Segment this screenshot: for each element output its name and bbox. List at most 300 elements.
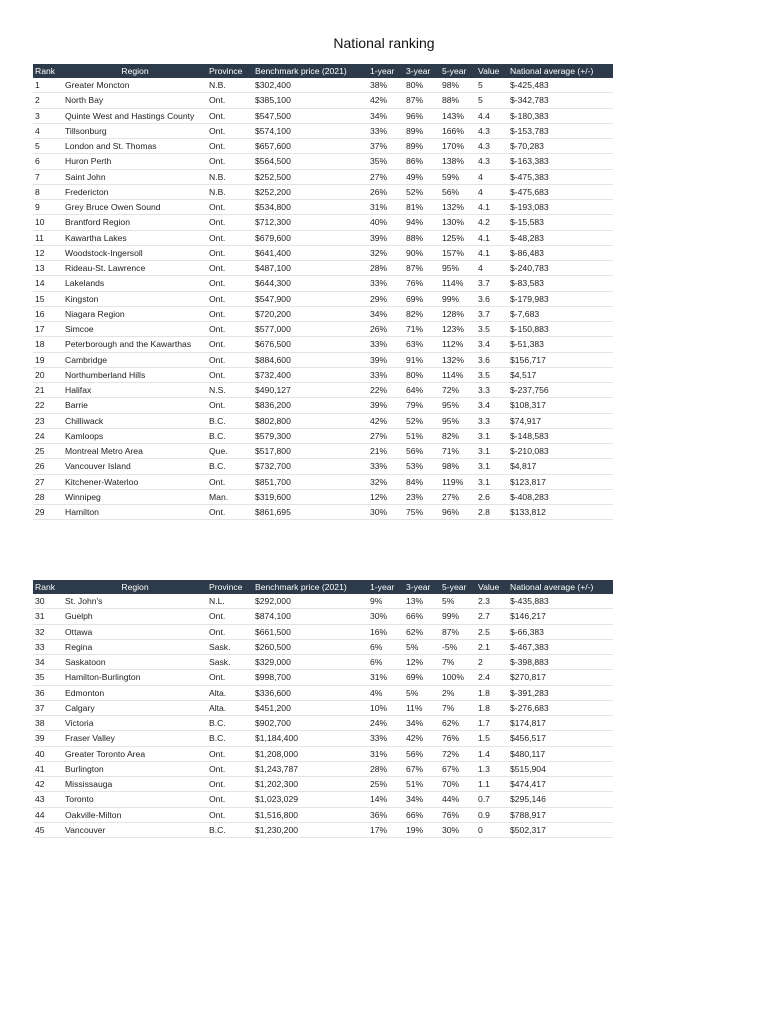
cell-rank: 21	[33, 383, 63, 398]
cell-region: Woodstock-Ingersoll	[63, 245, 207, 260]
cell-region: Fredericton	[63, 184, 207, 199]
cell-rank: 35	[33, 670, 63, 685]
cell-region: Toronto	[63, 792, 207, 807]
cell-value: 2.7	[476, 609, 508, 624]
cell-5-year: 166%	[440, 123, 476, 138]
cell-value: 4	[476, 184, 508, 199]
cell-rank: 9	[33, 200, 63, 215]
cell-rank: 26	[33, 459, 63, 474]
cell-national-average: $-7,683	[508, 306, 613, 321]
cell-rank: 8	[33, 184, 63, 199]
header-1-year: 1-year	[368, 64, 404, 78]
header-value: Value	[476, 580, 508, 594]
table-row	[33, 291, 613, 306]
cell-province: Man.	[207, 489, 253, 504]
cell-rank: 14	[33, 276, 63, 291]
cell-5-year: 72%	[440, 383, 476, 398]
cell-benchmark-price: $260,500	[253, 639, 368, 654]
cell-3-year: 71%	[404, 322, 440, 337]
cell-province: Ont.	[207, 761, 253, 776]
cell-province: N.B.	[207, 78, 253, 93]
cell-5-year: 87%	[440, 624, 476, 639]
cell-3-year: 91%	[404, 352, 440, 367]
cell-5-year: 157%	[440, 245, 476, 260]
cell-national-average: $-70,283	[508, 139, 613, 154]
cell-3-year: 87%	[404, 261, 440, 276]
cell-benchmark-price: $547,900	[253, 291, 368, 306]
table-row	[33, 822, 613, 837]
cell-value: 4	[476, 169, 508, 184]
cell-1-year: 42%	[368, 413, 404, 428]
cell-province: Ont.	[207, 474, 253, 489]
cell-3-year: 86%	[404, 154, 440, 169]
cell-national-average: $-475,683	[508, 184, 613, 199]
cell-5-year: 96%	[440, 505, 476, 520]
cell-3-year: 80%	[404, 367, 440, 382]
cell-benchmark-price: $902,700	[253, 716, 368, 731]
cell-region: Halifax	[63, 383, 207, 398]
cell-value: 3.7	[476, 276, 508, 291]
cell-value: 4.1	[476, 200, 508, 215]
cell-province: Ont.	[207, 276, 253, 291]
cell-region: Fraser Valley	[63, 731, 207, 746]
cell-3-year: 42%	[404, 731, 440, 746]
cell-province: Ont.	[207, 367, 253, 382]
table-row	[33, 276, 613, 291]
cell-region: Calgary	[63, 700, 207, 715]
cell-rank: 37	[33, 700, 63, 715]
header-region: Region	[63, 580, 207, 594]
cell-national-average: $-148,583	[508, 428, 613, 443]
cell-region: London and St. Thomas	[63, 139, 207, 154]
cell-province: Ont.	[207, 777, 253, 792]
cell-region: Burlington	[63, 761, 207, 776]
cell-value: 3.6	[476, 291, 508, 306]
cell-benchmark-price: $676,500	[253, 337, 368, 352]
cell-value: 3.1	[476, 459, 508, 474]
cell-1-year: 26%	[368, 322, 404, 337]
cell-benchmark-price: $319,600	[253, 489, 368, 504]
cell-1-year: 29%	[368, 291, 404, 306]
cell-5-year: 119%	[440, 474, 476, 489]
cell-rank: 34	[33, 655, 63, 670]
table-row	[33, 444, 613, 459]
cell-1-year: 35%	[368, 154, 404, 169]
cell-5-year: 114%	[440, 276, 476, 291]
table-header-row	[33, 580, 613, 594]
cell-value: 2.1	[476, 639, 508, 654]
cell-national-average: $4,517	[508, 367, 613, 382]
table-row	[33, 655, 613, 670]
cell-rank: 4	[33, 123, 63, 138]
cell-benchmark-price: $1,208,000	[253, 746, 368, 761]
table-row	[33, 700, 613, 715]
cell-national-average: $-240,783	[508, 261, 613, 276]
cell-region: Greater Moncton	[63, 78, 207, 93]
cell-region: Quinte West and Hastings County	[63, 108, 207, 123]
cell-rank: 27	[33, 474, 63, 489]
table-row	[33, 139, 613, 154]
table-row	[33, 383, 613, 398]
cell-5-year: 100%	[440, 670, 476, 685]
cell-province: Ont.	[207, 230, 253, 245]
cell-benchmark-price: $657,600	[253, 139, 368, 154]
cell-rank: 19	[33, 352, 63, 367]
cell-province: B.C.	[207, 428, 253, 443]
cell-value: 0.9	[476, 807, 508, 822]
cell-1-year: 10%	[368, 700, 404, 715]
cell-province: Ont.	[207, 261, 253, 276]
cell-1-year: 28%	[368, 761, 404, 776]
cell-region: Niagara Region	[63, 306, 207, 321]
cell-benchmark-price: $579,300	[253, 428, 368, 443]
cell-value: 3.3	[476, 383, 508, 398]
cell-benchmark-price: $252,500	[253, 169, 368, 184]
cell-5-year: 128%	[440, 306, 476, 321]
cell-benchmark-price: $564,500	[253, 154, 368, 169]
cell-value: 3.5	[476, 367, 508, 382]
cell-national-average: $123,817	[508, 474, 613, 489]
cell-5-year: 99%	[440, 291, 476, 306]
cell-province: B.C.	[207, 413, 253, 428]
cell-1-year: 33%	[368, 731, 404, 746]
cell-national-average: $-193,083	[508, 200, 613, 215]
cell-province: Ont.	[207, 200, 253, 215]
cell-5-year: 2%	[440, 685, 476, 700]
cell-3-year: 90%	[404, 245, 440, 260]
cell-national-average: $515,904	[508, 761, 613, 776]
cell-1-year: 32%	[368, 245, 404, 260]
cell-rank: 15	[33, 291, 63, 306]
cell-1-year: 31%	[368, 746, 404, 761]
cell-national-average: $-66,383	[508, 624, 613, 639]
table-row	[33, 261, 613, 276]
cell-province: B.C.	[207, 459, 253, 474]
cell-rank: 24	[33, 428, 63, 443]
header-rank: Rank	[33, 64, 63, 78]
cell-benchmark-price: $1,184,400	[253, 731, 368, 746]
cell-value: 2.6	[476, 489, 508, 504]
cell-province: Sask.	[207, 639, 253, 654]
cell-3-year: 49%	[404, 169, 440, 184]
cell-region: Kitchener-Waterloo	[63, 474, 207, 489]
table-row	[33, 367, 613, 382]
cell-national-average: $-83,583	[508, 276, 613, 291]
cell-5-year: 76%	[440, 807, 476, 822]
cell-benchmark-price: $490,127	[253, 383, 368, 398]
cell-province: Alta.	[207, 700, 253, 715]
cell-3-year: 56%	[404, 746, 440, 761]
cell-rank: 38	[33, 716, 63, 731]
cell-5-year: 72%	[440, 746, 476, 761]
cell-3-year: 94%	[404, 215, 440, 230]
cell-value: 5	[476, 78, 508, 93]
cell-rank: 36	[33, 685, 63, 700]
table-row	[33, 215, 613, 230]
cell-region: Hamilton-Burlington	[63, 670, 207, 685]
cell-value: 4.1	[476, 245, 508, 260]
table-row	[33, 594, 613, 609]
cell-1-year: 39%	[368, 230, 404, 245]
cell-3-year: 11%	[404, 700, 440, 715]
cell-national-average: $-408,283	[508, 489, 613, 504]
cell-3-year: 64%	[404, 383, 440, 398]
cell-benchmark-price: $732,400	[253, 367, 368, 382]
cell-region: Greater Toronto Area	[63, 746, 207, 761]
cell-5-year: 98%	[440, 459, 476, 474]
cell-5-year: 114%	[440, 367, 476, 382]
cell-rank: 13	[33, 261, 63, 276]
cell-national-average: $-51,383	[508, 337, 613, 352]
cell-province: Ont.	[207, 322, 253, 337]
cell-5-year: 95%	[440, 261, 476, 276]
cell-1-year: 25%	[368, 777, 404, 792]
header-5-year: 5-year	[440, 580, 476, 594]
table-row	[33, 489, 613, 504]
cell-3-year: 13%	[404, 594, 440, 609]
cell-benchmark-price: $712,300	[253, 215, 368, 230]
cell-rank: 30	[33, 594, 63, 609]
cell-3-year: 88%	[404, 230, 440, 245]
cell-3-year: 84%	[404, 474, 440, 489]
cell-national-average: $-86,483	[508, 245, 613, 260]
cell-5-year: 99%	[440, 609, 476, 624]
cell-benchmark-price: $534,800	[253, 200, 368, 215]
cell-value: 3.4	[476, 398, 508, 413]
cell-1-year: 27%	[368, 428, 404, 443]
cell-rank: 25	[33, 444, 63, 459]
cell-region: Mississauga	[63, 777, 207, 792]
cell-national-average: $-179,983	[508, 291, 613, 306]
cell-value: 4.1	[476, 230, 508, 245]
cell-region: Kamloops	[63, 428, 207, 443]
cell-national-average: $-342,783	[508, 93, 613, 108]
cell-national-average: $-153,783	[508, 123, 613, 138]
cell-value: 0.7	[476, 792, 508, 807]
cell-3-year: 69%	[404, 291, 440, 306]
cell-region: Oakville-Milton	[63, 807, 207, 822]
cell-5-year: 132%	[440, 352, 476, 367]
cell-5-year: 59%	[440, 169, 476, 184]
cell-5-year: 67%	[440, 761, 476, 776]
cell-province: N.L.	[207, 594, 253, 609]
cell-benchmark-price: $292,000	[253, 594, 368, 609]
table-row	[33, 230, 613, 245]
cell-benchmark-price: $644,300	[253, 276, 368, 291]
cell-1-year: 14%	[368, 792, 404, 807]
table-row	[33, 459, 613, 474]
cell-province: Que.	[207, 444, 253, 459]
cell-region: North Bay	[63, 93, 207, 108]
cell-5-year: 27%	[440, 489, 476, 504]
table-row	[33, 474, 613, 489]
cell-value: 1.4	[476, 746, 508, 761]
table-row	[33, 731, 613, 746]
page-title: National ranking	[333, 35, 435, 51]
cell-region: Saskatoon	[63, 655, 207, 670]
cell-region: Ottawa	[63, 624, 207, 639]
cell-region: Rideau-St. Lawrence	[63, 261, 207, 276]
cell-1-year: 28%	[368, 261, 404, 276]
header-province: Province	[207, 580, 253, 594]
cell-3-year: 52%	[404, 413, 440, 428]
cell-benchmark-price: $385,100	[253, 93, 368, 108]
cell-5-year: 95%	[440, 398, 476, 413]
cell-value: 4.2	[476, 215, 508, 230]
cell-3-year: 80%	[404, 78, 440, 93]
cell-rank: 3	[33, 108, 63, 123]
cell-5-year: 170%	[440, 139, 476, 154]
cell-1-year: 36%	[368, 807, 404, 822]
table-header-row	[33, 64, 613, 78]
cell-rank: 22	[33, 398, 63, 413]
header-5-year: 5-year	[440, 64, 476, 78]
table-row	[33, 670, 613, 685]
cell-province: Ont.	[207, 352, 253, 367]
cell-benchmark-price: $884,600	[253, 352, 368, 367]
cell-1-year: 21%	[368, 444, 404, 459]
cell-3-year: 56%	[404, 444, 440, 459]
header-1-year: 1-year	[368, 580, 404, 594]
cell-rank: 43	[33, 792, 63, 807]
cell-province: Ont.	[207, 337, 253, 352]
cell-region: Vancouver Island	[63, 459, 207, 474]
cell-rank: 31	[33, 609, 63, 624]
cell-3-year: 66%	[404, 807, 440, 822]
cell-1-year: 30%	[368, 505, 404, 520]
cell-national-average: $474,417	[508, 777, 613, 792]
cell-rank: 18	[33, 337, 63, 352]
cell-value: 1.3	[476, 761, 508, 776]
cell-region: St. John's	[63, 594, 207, 609]
cell-1-year: 33%	[368, 276, 404, 291]
cell-value: 1.7	[476, 716, 508, 731]
cell-value: 1.8	[476, 685, 508, 700]
cell-5-year: 62%	[440, 716, 476, 731]
cell-3-year: 5%	[404, 685, 440, 700]
cell-province: Ont.	[207, 139, 253, 154]
cell-region: Guelph	[63, 609, 207, 624]
cell-province: Ont.	[207, 154, 253, 169]
header-3-year: 3-year	[404, 580, 440, 594]
cell-5-year: 30%	[440, 822, 476, 837]
cell-national-average: $502,317	[508, 822, 613, 837]
cell-3-year: 89%	[404, 139, 440, 154]
table-row	[33, 322, 613, 337]
cell-value: 1.5	[476, 731, 508, 746]
cell-province: Sask.	[207, 655, 253, 670]
cell-region: Kingston	[63, 291, 207, 306]
cell-rank: 16	[33, 306, 63, 321]
cell-province: B.C.	[207, 822, 253, 837]
cell-3-year: 34%	[404, 716, 440, 731]
table-row	[33, 352, 613, 367]
cell-province: Ont.	[207, 245, 253, 260]
cell-1-year: 31%	[368, 670, 404, 685]
cell-region: Brantford Region	[63, 215, 207, 230]
cell-benchmark-price: $732,700	[253, 459, 368, 474]
cell-3-year: 52%	[404, 184, 440, 199]
cell-1-year: 6%	[368, 639, 404, 654]
table-row	[33, 777, 613, 792]
cell-rank: 11	[33, 230, 63, 245]
cell-region: Victoria	[63, 716, 207, 731]
cell-value: 3.1	[476, 428, 508, 443]
table-row	[33, 306, 613, 321]
cell-national-average: $-150,883	[508, 322, 613, 337]
cell-1-year: 26%	[368, 184, 404, 199]
cell-province: Ont.	[207, 123, 253, 138]
cell-value: 3.3	[476, 413, 508, 428]
cell-national-average: $-467,383	[508, 639, 613, 654]
cell-province: Ont.	[207, 93, 253, 108]
cell-value: 4.4	[476, 108, 508, 123]
header-benchmark-price: Benchmark price (2021)	[253, 64, 368, 78]
header-value: Value	[476, 64, 508, 78]
cell-5-year: 98%	[440, 78, 476, 93]
table-row	[33, 78, 613, 93]
cell-province: Ont.	[207, 215, 253, 230]
cell-value: 2.5	[476, 624, 508, 639]
cell-benchmark-price: $252,200	[253, 184, 368, 199]
cell-1-year: 38%	[368, 78, 404, 93]
cell-region: Chilliwack	[63, 413, 207, 428]
cell-rank: 7	[33, 169, 63, 184]
cell-rank: 5	[33, 139, 63, 154]
cell-region: Montreal Metro Area	[63, 444, 207, 459]
cell-3-year: 75%	[404, 505, 440, 520]
cell-national-average: $133,812	[508, 505, 613, 520]
cell-national-average: $788,917	[508, 807, 613, 822]
cell-region: Grey Bruce Owen Sound	[63, 200, 207, 215]
cell-1-year: 6%	[368, 655, 404, 670]
cell-value: 4.3	[476, 139, 508, 154]
cell-national-average: $-435,883	[508, 594, 613, 609]
cell-region: Regina	[63, 639, 207, 654]
cell-region: Tillsonburg	[63, 123, 207, 138]
cell-benchmark-price: $517,800	[253, 444, 368, 459]
cell-benchmark-price: $851,700	[253, 474, 368, 489]
cell-value: 3.1	[476, 444, 508, 459]
cell-benchmark-price: $836,200	[253, 398, 368, 413]
cell-3-year: 81%	[404, 200, 440, 215]
cell-national-average: $146,217	[508, 609, 613, 624]
cell-province: Ont.	[207, 398, 253, 413]
cell-province: Ont.	[207, 746, 253, 761]
cell-national-average: $108,317	[508, 398, 613, 413]
cell-rank: 29	[33, 505, 63, 520]
cell-rank: 1	[33, 78, 63, 93]
cell-5-year: 123%	[440, 322, 476, 337]
cell-5-year: 132%	[440, 200, 476, 215]
table-row	[33, 505, 613, 520]
cell-national-average: $174,817	[508, 716, 613, 731]
cell-province: Ont.	[207, 505, 253, 520]
cell-province: Alta.	[207, 685, 253, 700]
cell-value: 2.8	[476, 505, 508, 520]
table-row	[33, 807, 613, 822]
cell-value: 0	[476, 822, 508, 837]
cell-3-year: 62%	[404, 624, 440, 639]
table-row	[33, 398, 613, 413]
table-row	[33, 413, 613, 428]
table-row	[33, 716, 613, 731]
cell-benchmark-price: $679,600	[253, 230, 368, 245]
cell-rank: 17	[33, 322, 63, 337]
cell-rank: 39	[33, 731, 63, 746]
cell-3-year: 23%	[404, 489, 440, 504]
cell-3-year: 67%	[404, 761, 440, 776]
